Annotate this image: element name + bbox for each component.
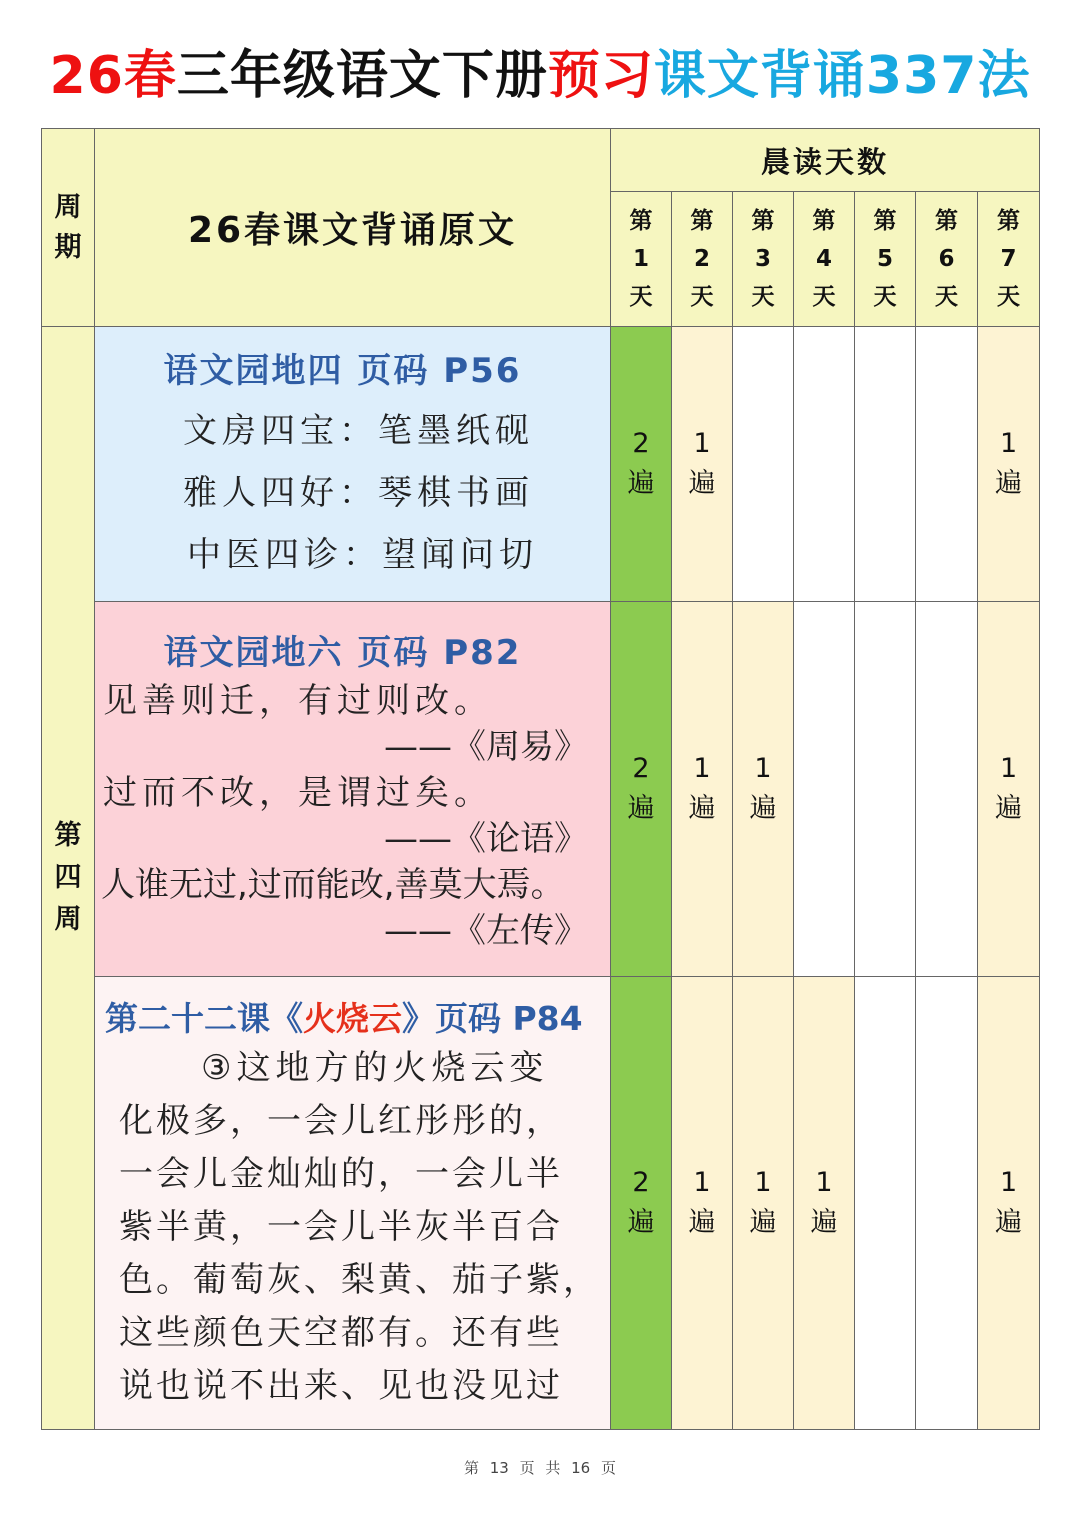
quote-text: 见善则迁，有过则改。 bbox=[103, 680, 493, 721]
section-row-garden-six bbox=[42, 602, 1040, 977]
section-lesson-22 bbox=[95, 977, 611, 1430]
day-header: 第 6 天 bbox=[916, 192, 978, 327]
day-header: 第 1 天 bbox=[611, 192, 672, 327]
day-header: 第 2 天 bbox=[672, 192, 733, 327]
section-row-lesson-22 bbox=[42, 977, 1040, 1430]
text-line: 化极多，一会儿红彤彤的， bbox=[119, 1101, 563, 1141]
text-line: 文房四宝：笔墨纸砚 bbox=[183, 410, 534, 451]
read-count-day-7: 1 遍 bbox=[978, 327, 1040, 602]
text-line: 这些颜色天空都有。还有些 bbox=[119, 1313, 563, 1353]
section-title: 语文园地四 页码 P56 bbox=[163, 350, 522, 391]
read-count-day-2: 1 遍 bbox=[672, 327, 733, 602]
read-count-day-3: 1 遍 bbox=[733, 602, 794, 977]
lesson-name: 火烧云 bbox=[303, 999, 402, 1038]
day-header: 第 5 天 bbox=[855, 192, 916, 327]
read-count-day-2: 1 遍 bbox=[672, 977, 733, 1430]
read-count-day-4 bbox=[794, 602, 855, 977]
read-count-day-1: 2 遍 bbox=[611, 977, 672, 1430]
quote-text: 人谁无过,过而能改,善莫大焉。 bbox=[101, 864, 565, 905]
title-grade: 三年级语文下册 bbox=[176, 46, 548, 106]
read-count-day-7: 1 遍 bbox=[978, 602, 1040, 977]
text-line: 中医四诊：望闻问切 bbox=[187, 534, 538, 575]
read-count-day-2: 1 遍 bbox=[672, 602, 733, 977]
section-garden-four bbox=[95, 327, 611, 602]
page-title bbox=[0, 40, 1080, 112]
text-line: 紫半黄，一会儿半灰半百合 bbox=[119, 1207, 563, 1247]
text-line: 说也说不出来、见也没见过 bbox=[119, 1366, 563, 1406]
read-count-day-6 bbox=[916, 602, 978, 977]
section-row-garden-four bbox=[42, 327, 1040, 602]
read-count-day-7: 1 遍 bbox=[978, 977, 1040, 1430]
title-preview: 预习 bbox=[547, 46, 654, 106]
week-label: 第 四 周 bbox=[42, 327, 95, 1430]
read-count-day-5 bbox=[855, 327, 916, 602]
original-text-header: 26春课文背诵原文 bbox=[95, 129, 611, 327]
read-count-day-1: 2 遍 bbox=[611, 602, 672, 977]
read-count-day-3 bbox=[733, 327, 794, 602]
title-method: 课文背诵337法 bbox=[653, 46, 1031, 106]
read-count-day-3: 1 遍 bbox=[733, 977, 794, 1430]
text-line: 色。葡萄灰、梨黄、茄子紫， bbox=[119, 1260, 600, 1300]
read-count-day-5 bbox=[855, 602, 916, 977]
period-header: 周 期 bbox=[42, 129, 95, 327]
read-count-day-6 bbox=[916, 977, 978, 1430]
text-line: 一会儿金灿灿的，一会儿半 bbox=[119, 1154, 563, 1194]
morning-reading-header: 晨读天数 bbox=[611, 129, 1040, 192]
recitation-table bbox=[41, 128, 1040, 1430]
section-title: 语文园地六 页码 P82 bbox=[163, 632, 522, 673]
text-line: 雅人四好：琴棋书画 bbox=[183, 472, 534, 513]
text-line: ③这地方的火烧云变 bbox=[201, 1048, 549, 1088]
read-count-day-5 bbox=[855, 977, 916, 1430]
read-count-day-4 bbox=[794, 327, 855, 602]
day-header: 第 3 天 bbox=[733, 192, 794, 327]
quote-source: ——《周易》 bbox=[384, 726, 588, 767]
read-count-day-4: 1 遍 bbox=[794, 977, 855, 1430]
section-title: 第二十二课《火烧云》页码 P84 bbox=[105, 999, 583, 1038]
quote-source: ——《左传》 bbox=[384, 910, 588, 951]
quote-source: ——《论语》 bbox=[384, 818, 588, 859]
section-garden-six bbox=[95, 602, 611, 977]
day-header: 第 7 天 bbox=[978, 192, 1040, 327]
title-year: 26春 bbox=[49, 46, 177, 106]
page-footer: 第 13 页 共 16 页 bbox=[463, 1459, 616, 1477]
day-header: 第 4 天 bbox=[794, 192, 855, 327]
quote-text: 过而不改，是谓过矣。 bbox=[103, 772, 493, 813]
read-count-day-6 bbox=[916, 327, 978, 602]
read-count-day-1: 2 遍 bbox=[611, 327, 672, 602]
